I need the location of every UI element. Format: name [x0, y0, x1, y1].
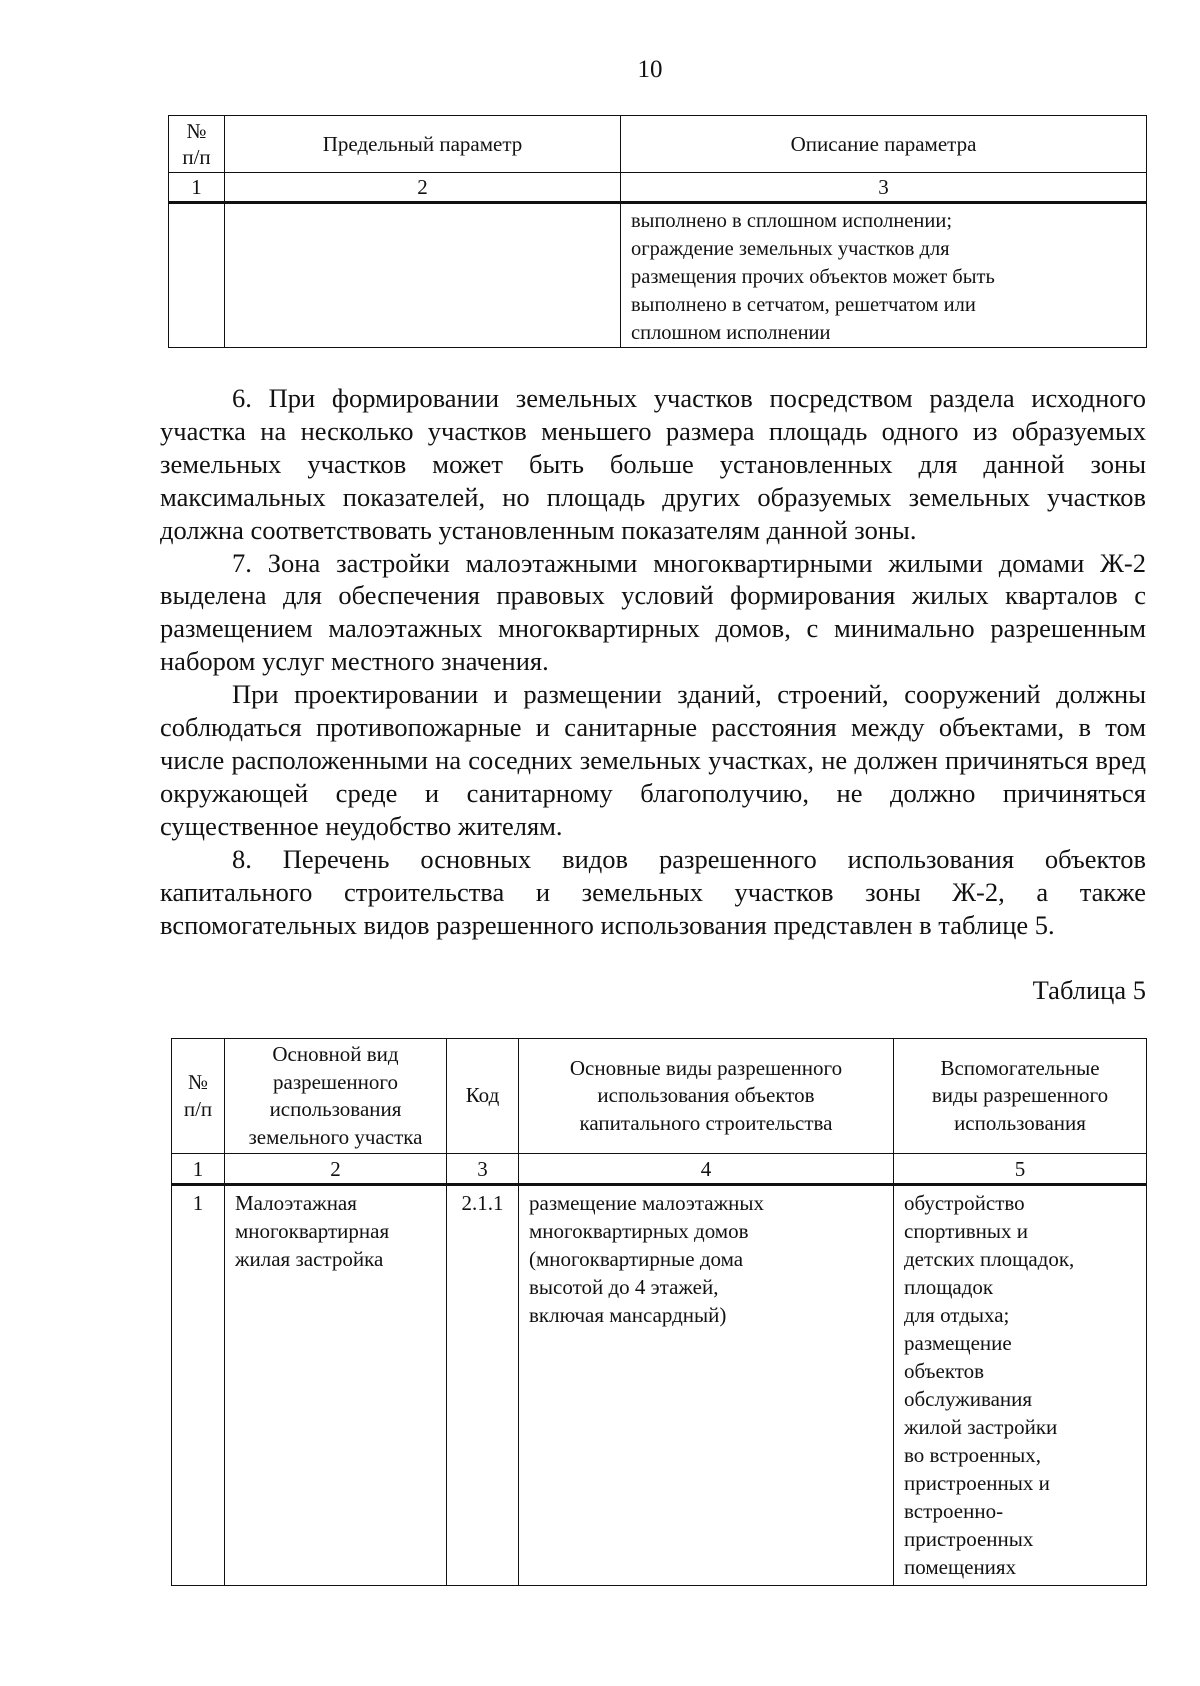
- column-number: 1: [172, 1154, 225, 1185]
- header-number: № п/п: [169, 116, 225, 173]
- paragraph-6: 6. При формировании земельных участков посредством раздела исходного участка на несколько участков меньшего размера площадь одного из образуемых земельных участков может быть больше установленных для данной зоны максимальных показателей, но площадь других образуемых земельных участков должна соответствовать установленным показателям данной зоны.: [160, 383, 1146, 545]
- table-header-row: [172, 1039, 1147, 1154]
- page-number: 10: [637, 56, 663, 83]
- column-number: 3: [621, 173, 1147, 203]
- row-number-cell: [169, 203, 225, 348]
- header-limit-parameter: Предельный параметр: [225, 116, 621, 173]
- table-row: [172, 1185, 1147, 1586]
- row-auxiliary-uses-cell: обустройство спортивных и детских площадок, площадок для отдыха; размещение объектов обслуживания жилой застройки во встроенных, пристроенных и встроенно- пристроенных помещениях: [894, 1185, 1147, 1586]
- row-number-cell: 1: [172, 1185, 225, 1586]
- row-code-cell: 2.1.1: [447, 1185, 519, 1586]
- header-parameter-description: Описание параметра: [621, 116, 1147, 173]
- column-number: 2: [225, 173, 621, 203]
- header-main-uses: Основные виды разрешенного использования объектов капитального строительства: [519, 1039, 894, 1154]
- column-number: 2: [225, 1154, 447, 1185]
- table-row: [169, 203, 1147, 348]
- column-number-row: [172, 1154, 1147, 1185]
- column-number-row: [169, 173, 1147, 203]
- row-land-use-cell: Малоэтажная многоквартирная жилая застройка: [225, 1185, 447, 1586]
- header-code: Код: [447, 1039, 519, 1154]
- header-number: № п/п: [172, 1039, 225, 1154]
- table-5: [171, 1038, 1147, 1586]
- row-main-uses-cell: размещение малоэтажных многоквартирных домов (многоквартирные дома высотой до 4 этажей, включая мансардный): [519, 1185, 894, 1586]
- body-text: [160, 382, 1146, 941]
- column-number: 1: [169, 173, 225, 203]
- header-main-land-use: Основной вид разрешенного использования земельного участка: [225, 1039, 447, 1154]
- header-auxiliary-uses: Вспомогательные виды разрешенного использования: [894, 1039, 1147, 1154]
- paragraph-design-requirements: При проектировании и размещении зданий, строений, сооружений должны соблюдаться противопожарные и санитарные расстояния между объектами, в том числе расположенными на соседних земельных участках, не должен причиняться вред окружающей среде и санитарному благополучию, не должно причиняться существенное неудобство жителям.: [160, 679, 1146, 841]
- column-number: 5: [894, 1154, 1147, 1185]
- row-parameter-cell: [225, 203, 621, 348]
- table-caption: Таблица 5: [1032, 975, 1146, 1005]
- paragraph-8: 8. Перечень основных видов разрешенного использования объектов капитального строительства и земельных участков зоны Ж-2, а также вспомогательных видов разрешенного использования представлен в таблице 5.: [160, 843, 1146, 940]
- column-number: 4: [519, 1154, 894, 1185]
- paragraph-7: 7. Зона застройки малоэтажными многоквартирными жилыми домами Ж-2 выделена для обеспечения правовых условий формирования жилых кварталов с размещением малоэтажных многоквартирных домов, с минимально разрешенным набором услуг местного значения.: [160, 547, 1146, 677]
- table-header-row: [169, 116, 1147, 173]
- row-description-cell: выполнено в сплошном исполнении; ограждение земельных участков для размещения прочих объектов может быть выполнено в сетчатом, решетчатом или сплошном исполнении: [621, 203, 1147, 348]
- continued-parameters-table: [168, 115, 1147, 348]
- column-number: 3: [447, 1154, 519, 1185]
